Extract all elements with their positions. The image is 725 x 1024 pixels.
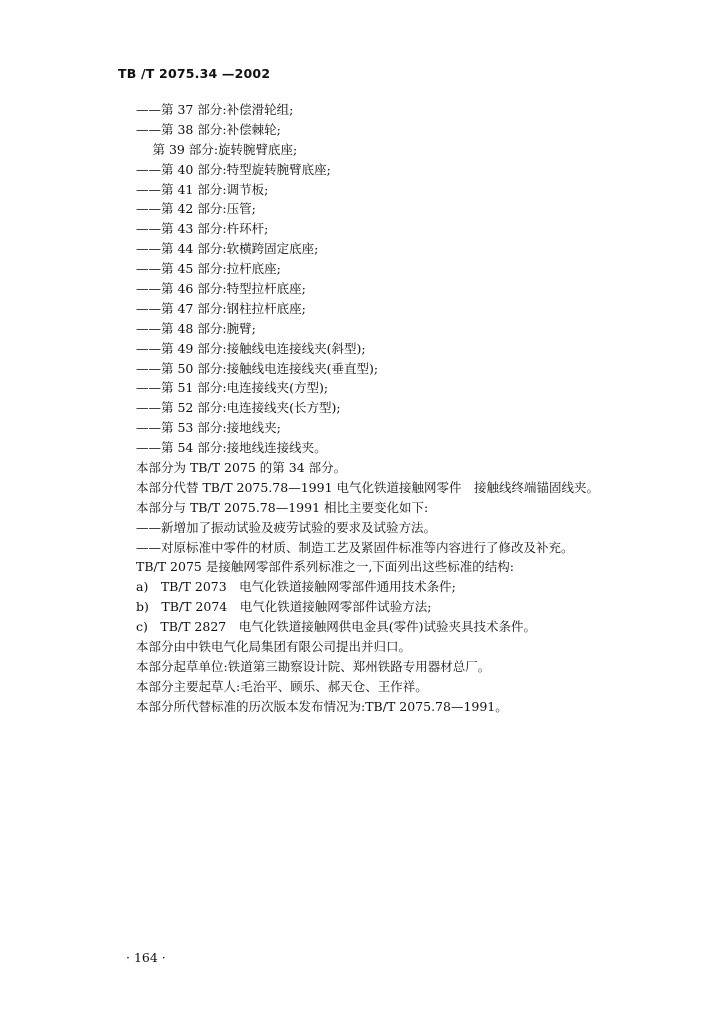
list-item: ——第 45 部分:拉杆底座;	[136, 261, 281, 277]
list-item: ——第 50 部分:接触线电连接线夹(垂直型);	[136, 360, 379, 376]
list-item: 第 39 部分:旋转腕臂底座;	[136, 141, 298, 157]
body-paragraph: 本部分与 TB/T 2075.78—1991 相比主要变化如下:	[136, 499, 429, 515]
list-item: ——第 51 部分:电连接线夹(方型);	[136, 380, 329, 396]
list-item: ——第 53 部分:接地线夹;	[136, 420, 281, 436]
list-item: ——第 43 部分:杵环杆;	[136, 221, 269, 237]
list-item: ——第 54 部分:接地线连接线夹。	[136, 440, 327, 456]
list-item: ——第 47 部分:钢柱拉杆底座;	[136, 300, 306, 316]
document-code-header: TB /T 2075.34 —2002	[118, 66, 271, 81]
list-item: ——第 37 部分:补偿滑轮组;	[136, 102, 294, 117]
page-number: · 164 ·	[126, 950, 166, 965]
body-paragraph: 本部分所代替标准的历次版本发布情况为:TB/T 2075.78—1991。	[136, 698, 508, 714]
body-paragraph: 本部分起草单位:铁道第三勘察设计院、郑州铁路专用器材总厂。	[136, 658, 491, 674]
body-paragraph: TB/T 2075 是接触网零部件系列标准之一,下面列出这些标准的结构:	[136, 559, 515, 575]
body-paragraph: 本部分为 TB/T 2075 的第 34 部分。	[136, 460, 347, 475]
list-item: ——第 40 部分:特型旋转腕臂底座;	[136, 161, 331, 177]
body-paragraph: b) TB/T 2074 电气化铁道接触网零部件试验方法;	[136, 599, 432, 615]
document-body	[136, 458, 599, 717]
body-paragraph: a) TB/T 2073 电气化铁道接触网零部件通用技术条件;	[136, 579, 456, 595]
list-item: ——第 52 部分:电连接线夹(长方型);	[136, 400, 341, 416]
list-item: ——第 38 部分:补偿棘轮;	[136, 121, 281, 137]
list-item: ——第 46 部分:特型拉杆底座;	[136, 281, 306, 297]
list-item: ——第 42 部分:压管;	[136, 201, 256, 217]
body-paragraph: 本部分由中铁电气化局集团有限公司提出并归口。	[136, 639, 412, 655]
list-item: ——第 41 部分:调节板;	[136, 181, 269, 197]
body-paragraph: ——新增加了振动试验及疲劳试验的要求及试验方法。	[136, 519, 437, 535]
list-item: ——第 49 部分:接触线电连接线夹(斜型);	[136, 340, 366, 356]
list-item: ——第 48 部分:腕臂;	[136, 320, 256, 336]
body-paragraph: c) TB/T 2827 电气化铁道接触网供电金具(零件)试验夹具技术条件。	[136, 619, 536, 635]
body-paragraph: 本部分主要起草人:毛治平、顾乐、郝天仓、王作祥。	[136, 678, 428, 694]
list-item: ——第 44 部分:软横跨固定底座;	[136, 241, 319, 257]
body-paragraph: 本部分代替 TB/T 2075.78—1991 电气化铁道接触网零件 接触线终端锚固线夹。	[136, 479, 599, 495]
parts-list	[136, 100, 378, 458]
body-paragraph: ——对原标准中零件的材质、制造工艺及紧固件标准等内容进行了修改及补充。	[136, 539, 574, 555]
